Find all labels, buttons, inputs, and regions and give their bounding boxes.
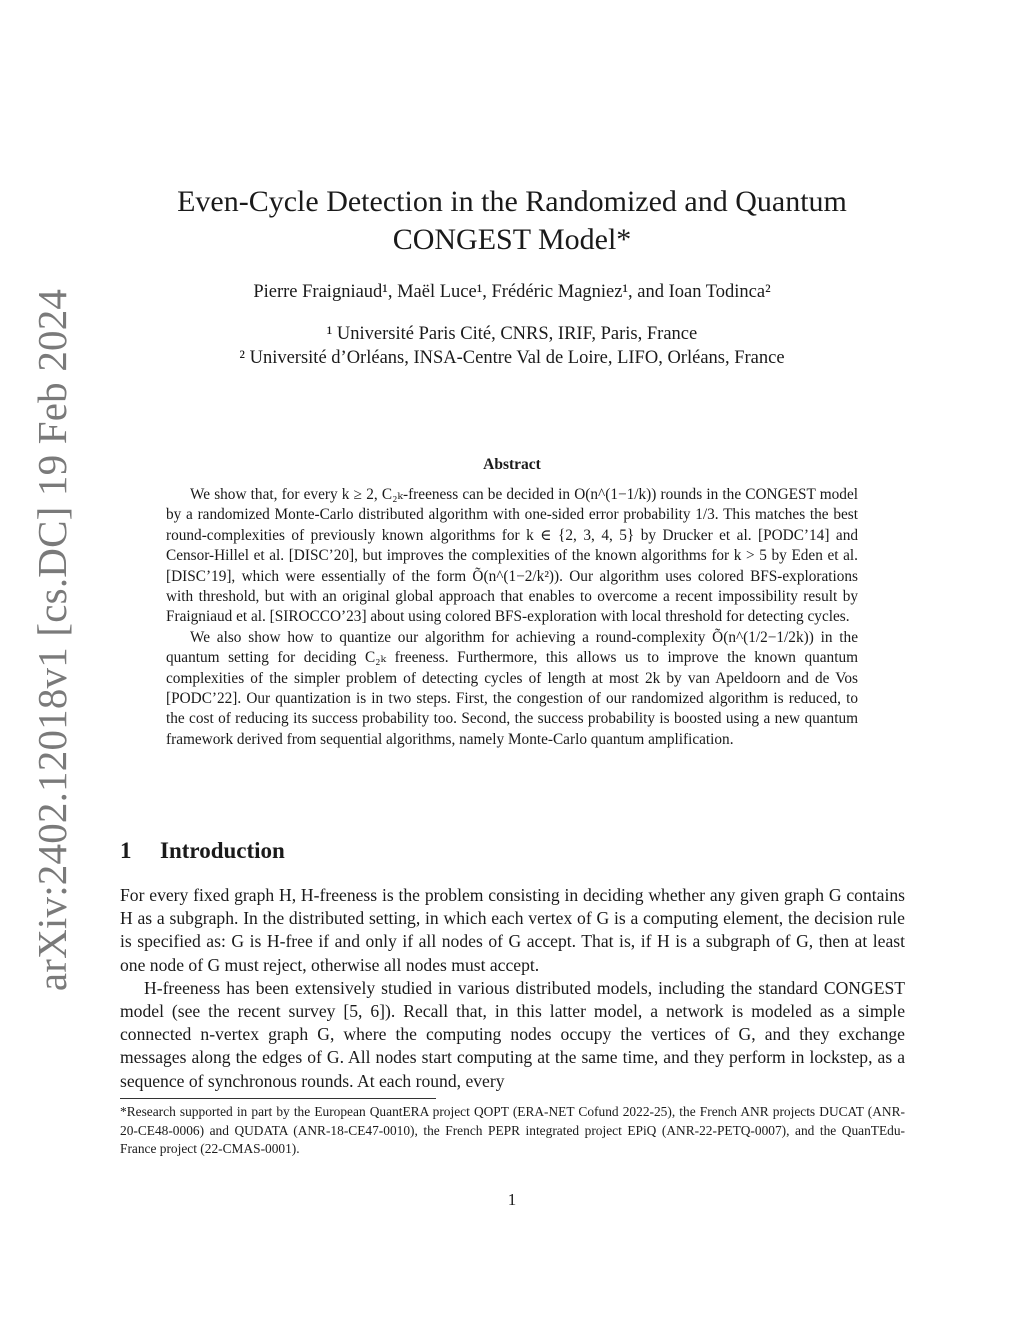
paper-title [120,183,904,259]
affiliation-1: ¹ Université Paris Cité, CNRS, IRIF, Paris, France [326,324,698,344]
affiliation-2: ² Université d’Orléans, INSA-Centre Val de Loire, LIFO, Orléans, France [239,348,785,368]
abstract-paragraph-2: We also show how to quantize our algorithm for achieving a round-complexity Õ(n^(1/2−1/2k)) in the quantum setting for deciding C₂ₖ freeness. Furthermore, this allows us to improve the known quantum complexities of the simpler problem of detecting cycles of length at most 2k by van Apeldoorn and de Vos [PODC’22]. Our quantization is in two steps. First, the congestion of our randomized algorithm is reduced, to the cost of reducing its success probability too. Second, the success probability is boosted using a new quantum framework derived from sequential algorithms, namely Monte-Carlo quantum amplification. [166,628,858,748]
author-list: Pierre Fraigniaud¹, Maël Luce¹, Frédéric Magniez¹, and Ioan Todinca² [253,282,771,302]
introduction-body [120,884,905,1093]
abstract-body [166,485,858,750]
affiliations [120,322,904,370]
intro-paragraph-1: For every fixed graph H, H-freeness is the problem consisting in deciding whether any given graph G contains H as a subgraph. In the distributed setting, in which each vertex of G is a computing element, the decision rule is specified as: G is H-free if and only if all nodes of G accept. That is, if H is a subgraph of G, then at least one node of G must reject, otherwise all nodes must accept. [120,885,905,975]
abstract-heading: Abstract [483,456,541,473]
footnote-rule [120,1098,436,1099]
abstract-paragraph-1: We show that, for every k ≥ 2, C₂ₖ-freeness can be decided in O(n^(1−1/k)) rounds in the CONGEST model by a randomized Monte-Carlo distributed algorithm with one-sided error probability 1/3. This matches the best round-complexities of previously known algorithms for k ∈ {2, 3, 4, 5} by Drucker et al. [PODC’14] and Censor-Hillel et al. [DISC’20], but improves the complexities of the known algorithms for k > 5 by Eden et al. [DISC’19], which were essentially of the form Õ(n^(1−2/k²)). Our algorithm uses colored BFS-explorations with threshold, but with an original global approach that enables to overcome a recent impossibility result by Fraigniaud et al. [SIROCCO’23] about using colored BFS-exploration with local threshold for detecting cycles. [166,486,858,626]
section-heading [120,838,285,864]
intro-paragraph-2: H-freeness has been extensively studied in various distributed models, including the standard CONGEST model (see the recent survey [5, 6]). Recall that, in this latter model, a network is modeled as a simple connected n-vertex graph G, where the computing nodes occupy the vertices of G, and they exchange messages along the edges of G. All nodes start computing at the same time, and they perform in lockstep, as a sequence of synchronous rounds. At each round, every [120,977,905,1091]
section-number: 1 [120,838,132,863]
section-title: Introduction [160,838,285,863]
page-number: 1 [507,1190,517,1209]
footnote: *Research supported in part by the European QuantERA project QOPT (ERA-NET Cofund 2022-25), the French ANR projects DUCAT (ANR-20-CE48-0006) and QUDATA (ANR-18-CE47-0010), the French PEPR integrated project EPiQ (ANR-22-PETQ-0007), and the QuanTEdu-France project (22-CMAS-0001). [120,1104,905,1156]
title-line-2: CONGEST Model* [392,223,632,256]
title-line-1: Even-Cycle Detection in the Randomized and Quantum [177,185,847,218]
arxiv-side-stamp: arXiv:2402.12018v1 [cs.DC] 19 Feb 2024 [29,288,75,992]
